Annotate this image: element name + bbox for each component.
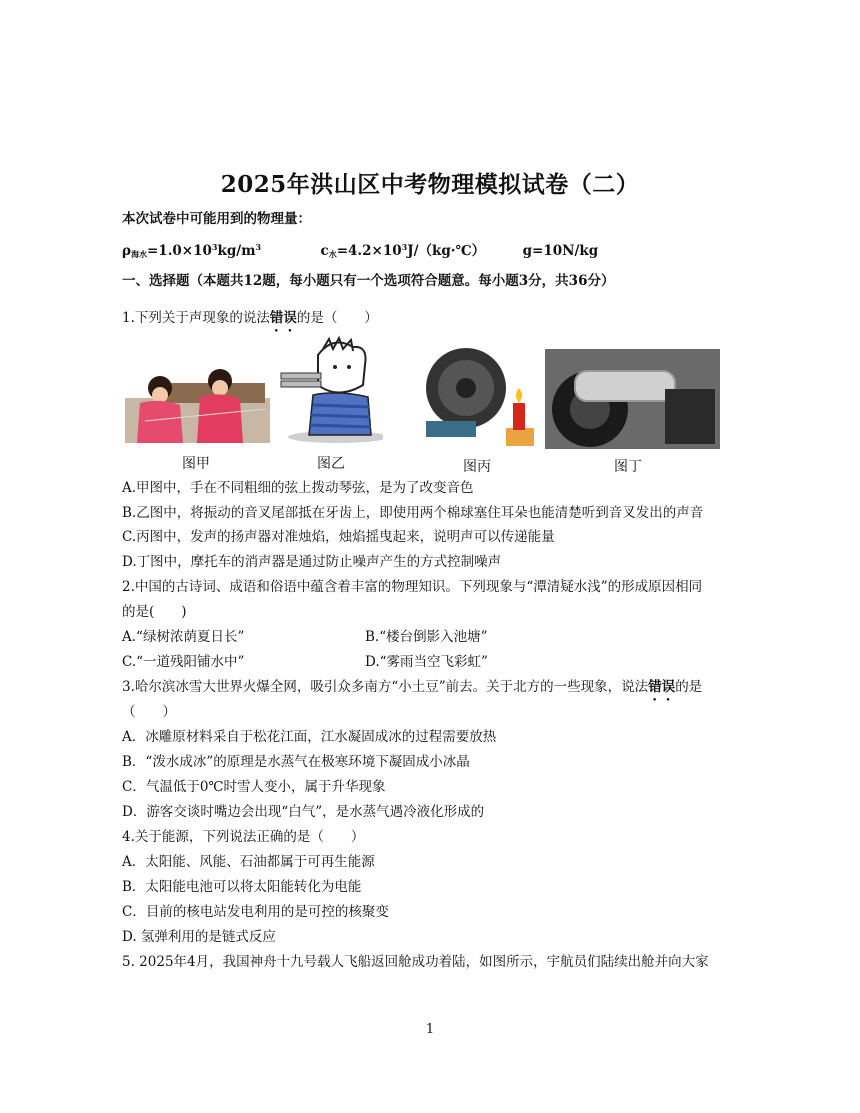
q3-option-b: B．“泼水成冰”的原理是水蒸气在极寒环境下凝固成小冰晶: [122, 754, 470, 770]
figure-yi-tuning-fork: [273, 335, 383, 445]
q2-option-a: A.“绿树浓荫夏日长”: [122, 629, 245, 645]
q3-option-a: A．冰雕原材料采自于松花江面，江水凝固成冰的过程需要放热: [122, 729, 497, 745]
q3-stem-line2: （ ）: [122, 704, 176, 720]
q4-stem: 4.关于能源，下列说法正确的是（ ）: [122, 829, 365, 845]
page-number: 1: [425, 1022, 435, 1037]
rho-constant: ρ海水=1.0×103kg/m3: [122, 242, 262, 259]
caption-jia: 图甲: [182, 456, 210, 472]
figure-bing-speaker-candle: [421, 343, 541, 448]
q2-option-c: C.“一道残阳铺水中”: [122, 654, 245, 670]
q1-option-d: D.丁图中，摩托车的消声器是通过防止噪声产生的方式控制噪声: [122, 554, 502, 570]
q3-option-c: C．气温低于0℃时雪人变小，属于升华现象: [122, 779, 386, 795]
constants-heading: 本次试卷中可能用到的物理量：: [122, 211, 311, 227]
q1-option-c: C.丙图中，发声的扬声器对准烛焰，烛焰摇曳起来，说明声可以传递能量: [122, 529, 555, 545]
q1-stem: 1.下列关于声现象的说法错误的是（ ）: [122, 310, 378, 326]
q4-option-a: A．太阳能、风能、石油都属于可再生能源: [122, 854, 375, 870]
caption-ding: 图丁: [614, 459, 642, 475]
q1-option-a: A.甲图中，手在不同粗细的弦上拨动琴弦，是为了改变音色: [122, 480, 474, 496]
q4-option-d: D. 氢弹利用的是链式反应: [122, 929, 276, 945]
q3-stem-line1: 3.哈尔滨冰雪大世界火爆全网，吸引众多南方“小土豆”前去。关于北方的一些现象，说法错误的是: [122, 679, 703, 695]
q2-option-d: D.“雾雨当空飞彩虹”: [365, 654, 488, 670]
figure-ding-muffler: [545, 349, 720, 449]
q1-option-b: B.乙图中，将振动的音叉尾部抵在牙齿上，即使用两个棉球塞住耳朵也能清楚听到音叉发出的声音: [122, 505, 704, 521]
q2-stem-line2: 的是( ): [122, 604, 187, 620]
q4-option-b: B．太阳能电池可以将太阳能转化为电能: [122, 879, 362, 895]
caption-bing: 图丙: [463, 459, 491, 475]
q2-option-b: B.“楼台倒影入池塘”: [365, 629, 488, 645]
caption-yi: 图乙: [317, 456, 345, 472]
q4-option-c: C．目前的核电站发电利用的是可控的核聚变: [122, 904, 389, 920]
q2-stem-line1: 2.中国的古诗词、成语和俗语中蕴含着丰富的物理知识。下列现象与“潭清疑水浅”的形成原因相同: [122, 579, 703, 595]
constants-line: [122, 238, 598, 263]
q3-option-d: D．游客交谈时嘴边会出现“白气”，是水蒸气遇冷液化形成的: [122, 804, 485, 820]
q1-figures: [125, 335, 725, 475]
section1-heading: 一、选择题（本题共12题，每小题只有一个选项符合题意。每小题3分，共36分）: [122, 273, 615, 289]
q5-stem-line1: 5. 2025年4月，我国神舟十九号载人飞船返回舱成功着陆，如图所示，宇航员们陆续出舱并向大家: [122, 954, 709, 970]
c-constant: c水=4.2×103J/（kg·℃）: [320, 242, 486, 259]
page-title: 2025年洪山区中考物理模拟试卷（二）: [220, 171, 640, 198]
g-constant: g=10N/kg: [522, 243, 599, 259]
figure-jia-zither: [125, 343, 270, 443]
